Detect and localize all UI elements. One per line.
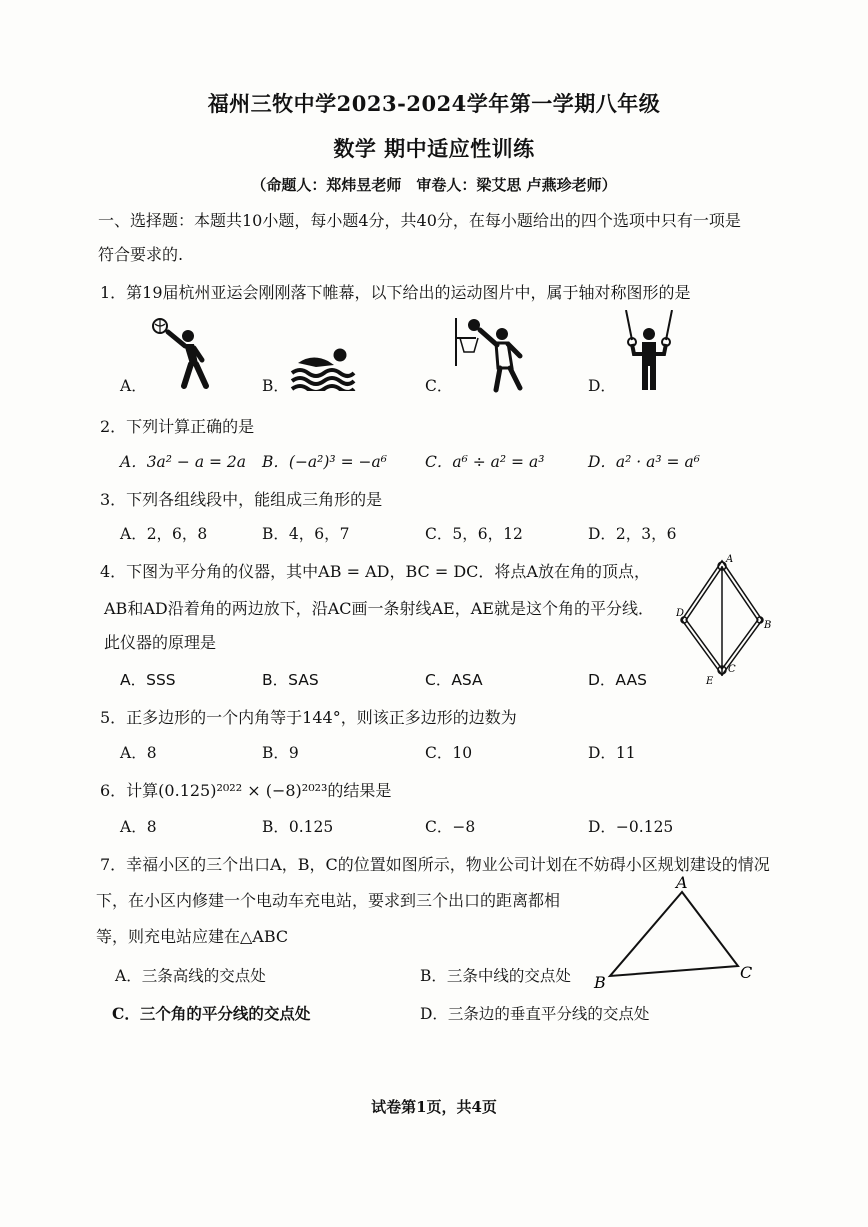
q2-option-d[interactable]: D．a² · a³ = a⁶: [588, 453, 700, 471]
q1-option-c[interactable]: C．: [425, 377, 453, 395]
q7-stem-line2: 下，在小区内修建一个电动车充电站，要求到三个出口的距离都相: [96, 891, 561, 910]
exam-title: 福州三牧中学2023-2024学年第一学期八年级: [207, 91, 661, 116]
q2-option-c[interactable]: C．a⁶ ÷ a² = a³: [425, 453, 545, 471]
q5-option-c[interactable]: C．10: [425, 744, 473, 762]
q4-option-b[interactable]: B．SAS: [262, 671, 319, 689]
triangle-label-c: C: [740, 963, 753, 982]
triangle-label-b: B: [594, 973, 606, 992]
basketball-player-icon: [450, 316, 530, 394]
q3-stem: 3．下列各组线段中，能组成三角形的是: [100, 490, 383, 509]
q7-stem-line1: 7．幸福小区的三个出口A，B，C的位置如图所示，物业公司计划在不妨碍小区规划建设的情况: [100, 855, 770, 874]
q6-stem: 6．计算(0.125)²⁰²² × (−8)²⁰²³的结果是: [100, 781, 392, 800]
q1-stem: 1．第19届杭州亚运会刚刚落下帷幕，以下给出的运动图片中，属于轴对称图形的是: [100, 283, 691, 302]
section-instructions-line1: 一、选择题：本题共10小题，每小题4分，共40分，在每小题给出的四个选项中只有一项是: [98, 211, 741, 230]
q3-option-d[interactable]: D．2，3，6: [588, 525, 677, 543]
q3-option-b[interactable]: B．4，6，7: [262, 525, 350, 543]
q1-option-a[interactable]: A．: [120, 377, 147, 395]
figure-label-a: A: [726, 554, 734, 565]
q4-stem-line3: 此仪器的原理是: [104, 633, 217, 652]
exam-subtitle: 数学 期中适应性训练: [333, 136, 535, 161]
q6-option-c[interactable]: C．−8: [425, 818, 476, 836]
q3-option-c[interactable]: C．5，6，12: [425, 525, 523, 543]
q4-stem-line1: 4．下图为平分角的仪器，其中AB = AD，BC = DC．将点A放在角的顶点，: [100, 562, 650, 581]
figure-label-e: E: [706, 676, 714, 687]
gymnast-rings-icon: [618, 310, 680, 392]
figure-label-c: C: [728, 664, 736, 675]
q1-option-d[interactable]: D．: [588, 377, 616, 395]
figure-label-b: B: [764, 620, 772, 631]
q5-option-d[interactable]: D．11: [588, 744, 636, 762]
q1-option-b[interactable]: B．: [262, 377, 289, 395]
q5-stem: 5．正多边形的一个内角等于144°，则该正多边形的边数为: [100, 708, 517, 727]
q7-option-d[interactable]: D．三条边的垂直平分线的交点处: [420, 1005, 650, 1023]
q2-option-b[interactable]: B．(−a²)³ = −a⁶: [262, 453, 387, 471]
q5-option-a[interactable]: A．8: [120, 744, 157, 762]
triangle-label-a: A: [676, 873, 688, 892]
q7-option-c[interactable]: C．三个角的平分线的交点处: [112, 1004, 311, 1023]
triangle-abc-figure: [590, 870, 770, 996]
q4-option-d[interactable]: D．AAS: [588, 671, 647, 689]
q7-option-b[interactable]: B．三条中线的交点处: [420, 967, 571, 985]
section-instructions-line2: 符合要求的.: [98, 245, 184, 264]
q7-stem-line3: 等，则充电站应建在△ABC: [96, 927, 289, 946]
q2-option-a[interactable]: A．3a² − a = 2a: [120, 453, 247, 471]
q6-option-b[interactable]: B．0.125: [262, 818, 334, 836]
q4-option-c[interactable]: C．ASA: [425, 671, 483, 689]
exam-authors: （命题人：郑炜昱老师 审卷人：梁艾思 卢燕珍老师）: [251, 176, 617, 194]
q4-stem-line2: AB和AD沿着角的两边放下，沿AC画一条射线AE，AE就是这个角的平分线．: [104, 599, 654, 618]
angle-bisector-instrument-figure: [676, 554, 776, 688]
q3-option-a[interactable]: A．2，6，8: [120, 525, 208, 543]
q6-option-d[interactable]: D．−0.125: [588, 818, 674, 836]
figure-label-d: D: [676, 608, 685, 619]
q4-option-a[interactable]: A．SSS: [120, 671, 176, 689]
q5-option-b[interactable]: B．9: [262, 744, 299, 762]
swimmer-icon: [290, 345, 356, 391]
volleyball-player-icon: [150, 316, 212, 390]
q6-option-a[interactable]: A．8: [120, 818, 157, 836]
page-footer: 试卷第1页，共4页: [371, 1098, 497, 1116]
q7-option-a[interactable]: A．三条高线的交点处: [115, 967, 266, 985]
q2-stem: 2．下列计算正确的是: [100, 417, 255, 436]
